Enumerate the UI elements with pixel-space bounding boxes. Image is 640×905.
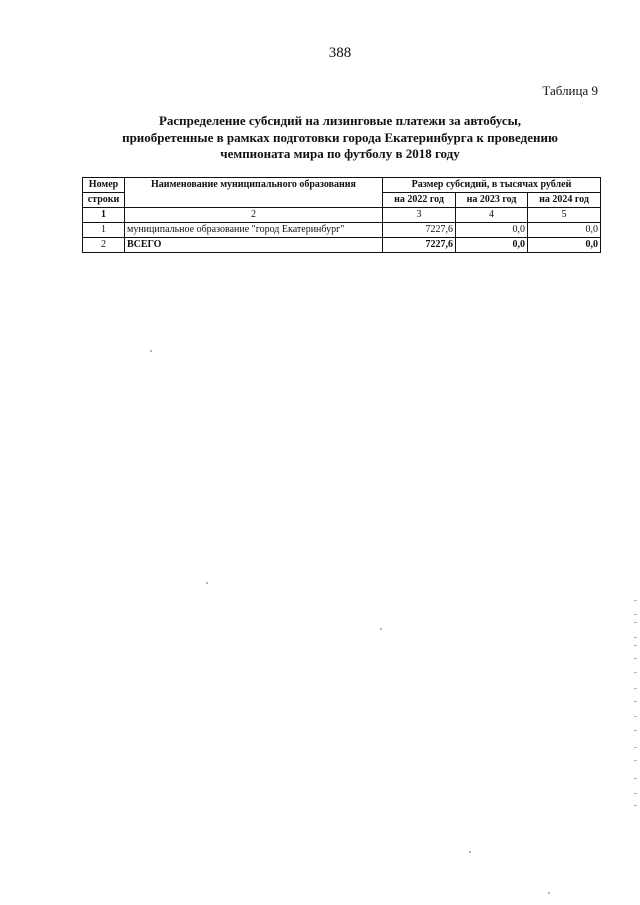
column-number: 2 [125,208,383,223]
title-line: Распределение субсидий на лизинговые платежи за автобусы, [158,113,522,128]
scan-speck [206,582,208,584]
column-number: 3 [383,208,456,223]
table-row [83,223,601,238]
table-label: Таблица 9 [542,83,598,98]
total-2024: 0,0 [528,238,601,253]
row-number: 1 [83,223,125,238]
header-row-number [83,178,125,193]
total-2022: 7227,6 [383,238,456,253]
header-municipality: Наименование муниципального образования [125,178,383,208]
header-year-2022: на 2022 год [383,193,456,208]
total-2023: 0,0 [456,238,528,253]
page-number: 388 [328,45,352,61]
table-header-row [83,178,601,193]
scan-speck [380,628,382,630]
header-row-number-line2: строки [83,193,125,208]
header-subsidy-group: Размер субсидий, в тысячах рублей [383,178,601,193]
table-row-total [83,238,601,253]
subsidy-table [82,177,601,253]
row-number: 2 [83,238,125,253]
total-label: ВСЕГО [125,238,383,253]
value-2022: 7227,6 [383,223,456,238]
title-line: чемпионата мира по футболу в 2018 году [220,146,460,161]
header-year-2023: на 2023 год [456,193,528,208]
document-title [90,113,590,163]
column-number: 1 [83,208,125,223]
header-year-2024: на 2024 год [528,193,601,208]
value-2023: 0,0 [456,223,528,238]
scan-speck [150,350,152,352]
value-2024: 0,0 [528,223,601,238]
scan-speck [548,892,550,894]
municipality-name: муниципальное образование "город Екатеринбург" [125,223,383,238]
header-row-number-line1: Номер [88,179,119,190]
title-line: приобретенные в рамках подготовки города Екатеринбурга к проведению [122,129,558,145]
column-number-row [83,208,601,223]
scan-speck [469,851,471,853]
column-number: 4 [456,208,528,223]
column-number: 5 [528,208,601,223]
scan-edge-marks [634,600,638,810]
